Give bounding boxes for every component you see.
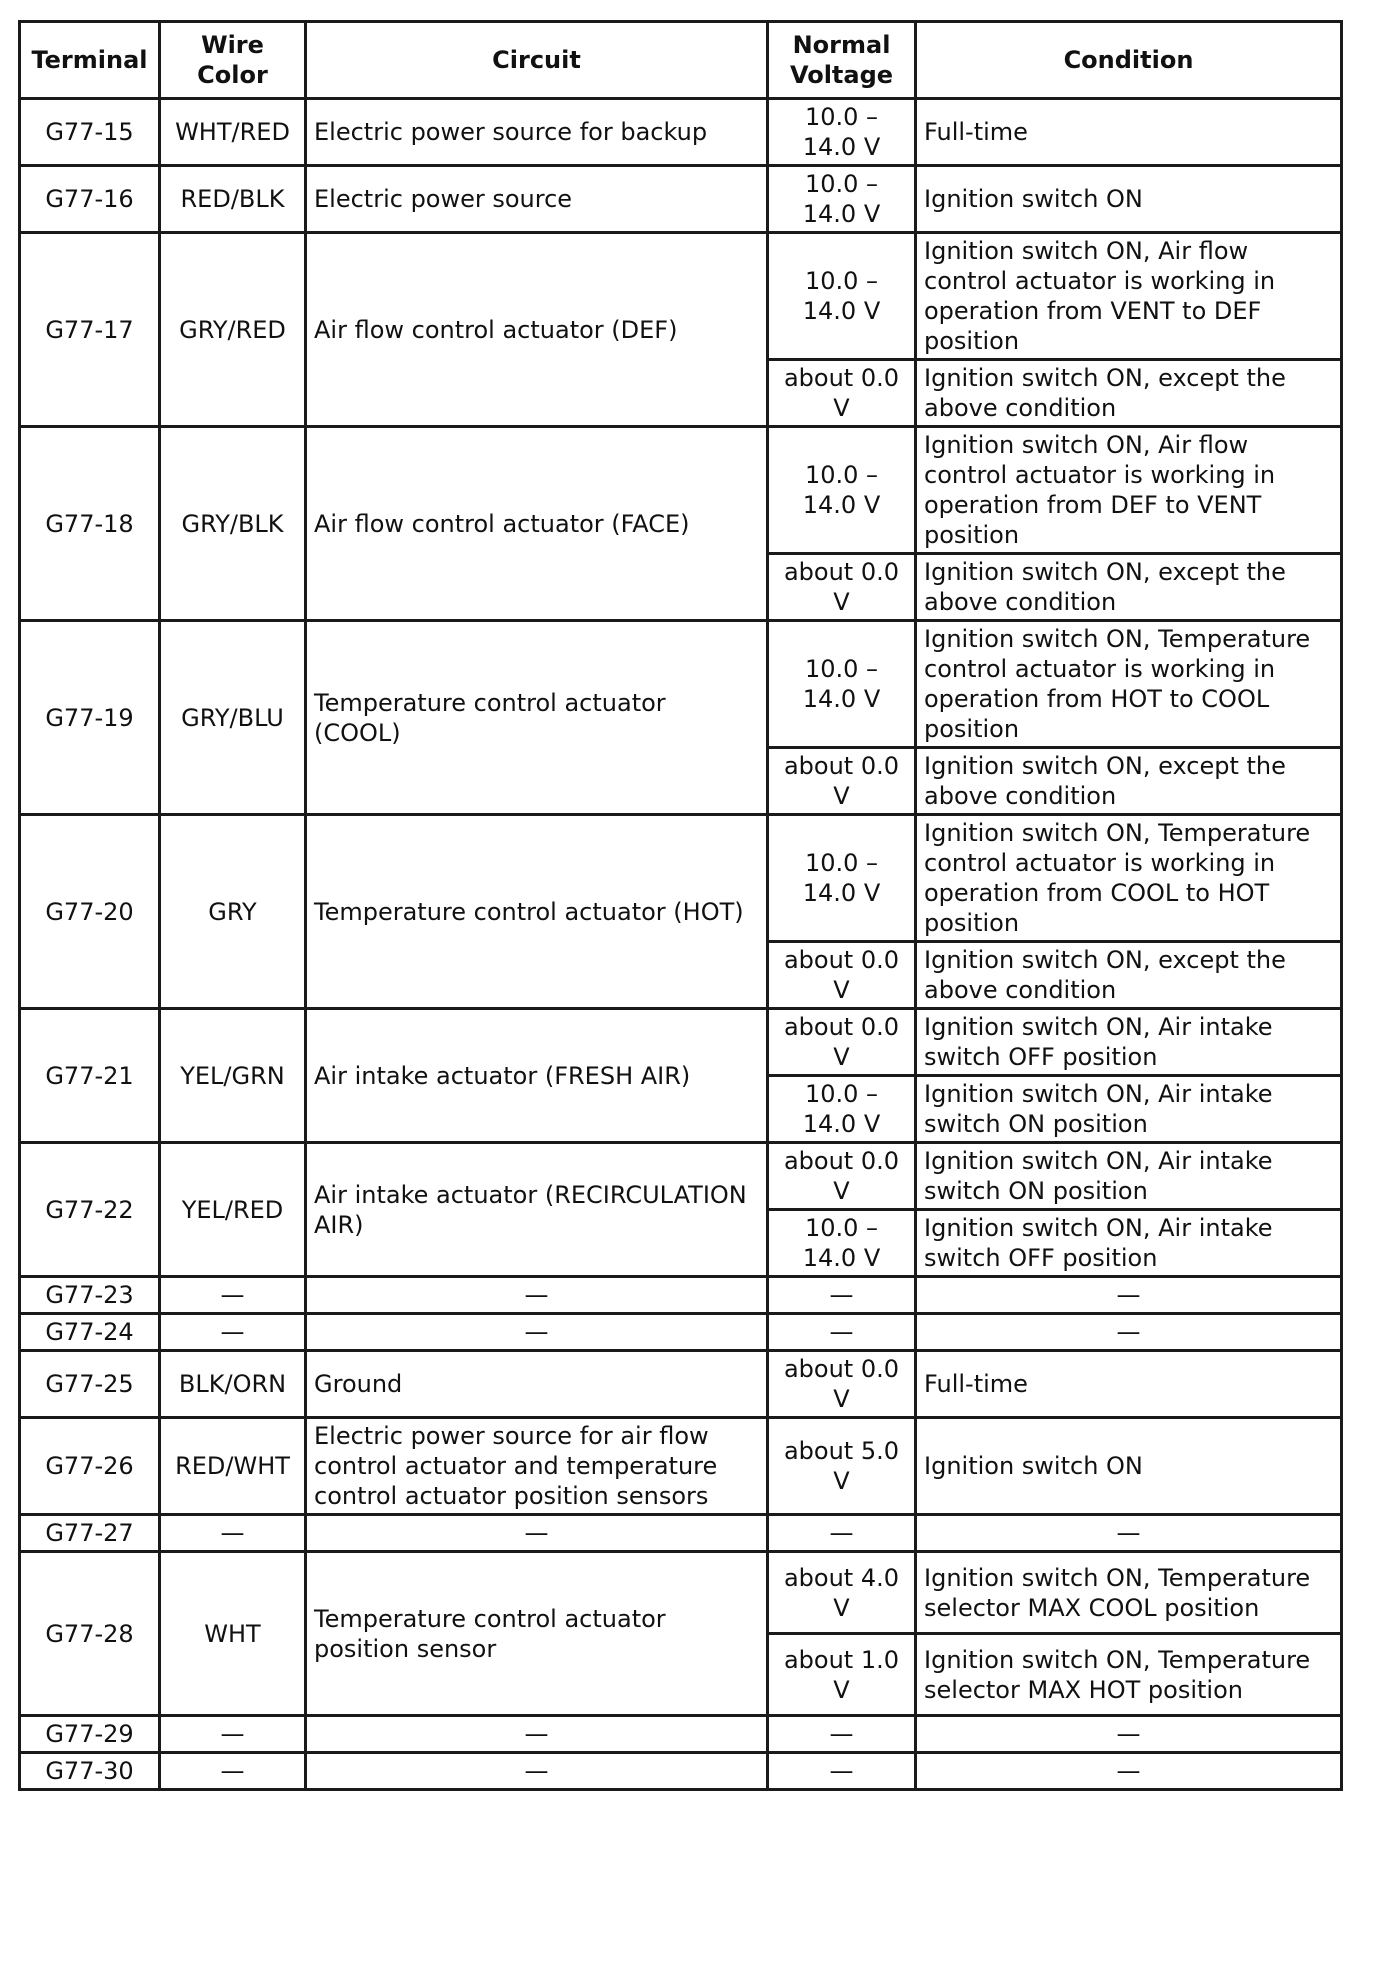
normal-voltage-cell: about 0.0 V [768, 1143, 916, 1210]
terminal-cell: G77-23 [20, 1277, 160, 1314]
terminal-cell: G77-26 [20, 1418, 160, 1515]
condition-cell: — [916, 1716, 1342, 1753]
terminal-cell: G77-22 [20, 1143, 160, 1277]
condition-cell: Ignition switch ON, Air intake switch OFF position [916, 1210, 1342, 1277]
normal-voltage-cell: about 0.0 V [768, 942, 916, 1009]
condition-cell: Ignition switch ON, Air flow control actuator is working in operation from DEF to VENT position [916, 427, 1342, 554]
circuit-cell: — [306, 1753, 768, 1790]
wire-color-cell: — [160, 1314, 306, 1351]
table-row [20, 1515, 1342, 1552]
wire-color-cell: WHT/RED [160, 99, 306, 166]
normal-voltage-cell: 10.0 – 14.0 V [768, 621, 916, 748]
circuit-cell: Air flow control actuator (DEF) [306, 233, 768, 427]
wire-color-cell: — [160, 1515, 306, 1552]
header-wire-color: Wire Color [160, 22, 306, 99]
normal-voltage-cell: about 0.0 V [768, 360, 916, 427]
terminal-cell: G77-18 [20, 427, 160, 621]
normal-voltage-cell: about 4.0 V [768, 1552, 916, 1634]
condition-cell: — [916, 1753, 1342, 1790]
normal-voltage-cell: about 0.0 V [768, 554, 916, 621]
wire-color-cell: GRY/BLU [160, 621, 306, 815]
normal-voltage-cell: 10.0 – 14.0 V [768, 427, 916, 554]
circuit-cell: Electric power source for backup [306, 99, 768, 166]
terminal-cell: G77-25 [20, 1351, 160, 1418]
circuit-cell: — [306, 1515, 768, 1552]
terminal-cell: G77-19 [20, 621, 160, 815]
wire-color-cell: RED/BLK [160, 166, 306, 233]
condition-cell: Ignition switch ON, Air intake switch OFF position [916, 1009, 1342, 1076]
normal-voltage-cell: about 5.0 V [768, 1418, 916, 1515]
terminal-cell: G77-16 [20, 166, 160, 233]
circuit-cell: Temperature control actuator (COOL) [306, 621, 768, 815]
wire-color-cell: YEL/GRN [160, 1009, 306, 1143]
normal-voltage-cell: 10.0 – 14.0 V [768, 99, 916, 166]
condition-cell: Ignition switch ON, Air intake switch ON position [916, 1143, 1342, 1210]
normal-voltage-cell: 10.0 – 14.0 V [768, 233, 916, 360]
condition-cell: Full-time [916, 1351, 1342, 1418]
condition-cell: Ignition switch ON, Temperature control actuator is working in operation from COOL to HOT position [916, 815, 1342, 942]
normal-voltage-cell: 10.0 – 14.0 V [768, 166, 916, 233]
terminal-cell: G77-27 [20, 1515, 160, 1552]
wire-color-cell: — [160, 1716, 306, 1753]
normal-voltage-cell: 10.0 – 14.0 V [768, 1210, 916, 1277]
table-row [20, 1552, 1342, 1634]
condition-cell: Ignition switch ON, except the above condition [916, 554, 1342, 621]
normal-voltage-cell: 10.0 – 14.0 V [768, 1076, 916, 1143]
normal-voltage-cell: about 0.0 V [768, 1351, 916, 1418]
condition-cell: — [916, 1515, 1342, 1552]
condition-cell: Ignition switch ON [916, 166, 1342, 233]
table-row [20, 1351, 1342, 1418]
circuit-cell: Air intake actuator (FRESH AIR) [306, 1009, 768, 1143]
condition-cell: Ignition switch ON, Temperature selector MAX HOT position [916, 1634, 1342, 1716]
normal-voltage-cell: — [768, 1277, 916, 1314]
header-condition: Condition [916, 22, 1342, 99]
header-terminal: Terminal [20, 22, 160, 99]
normal-voltage-cell: 10.0 – 14.0 V [768, 815, 916, 942]
table-body [20, 99, 1342, 1790]
condition-cell: Ignition switch ON [916, 1418, 1342, 1515]
wire-color-cell: RED/WHT [160, 1418, 306, 1515]
table-row [20, 1314, 1342, 1351]
normal-voltage-cell: — [768, 1314, 916, 1351]
terminal-cell: G77-28 [20, 1552, 160, 1716]
wire-color-cell: WHT [160, 1552, 306, 1716]
condition-cell: Ignition switch ON, Air flow control actuator is working in operation from VENT to DEF position [916, 233, 1342, 360]
table-row [20, 1277, 1342, 1314]
table-row [20, 99, 1342, 166]
terminal-cell: G77-29 [20, 1716, 160, 1753]
terminal-cell: G77-17 [20, 233, 160, 427]
table-row [20, 1716, 1342, 1753]
terminal-cell: G77-15 [20, 99, 160, 166]
condition-cell: — [916, 1314, 1342, 1351]
table-row [20, 815, 1342, 942]
terminal-spec-table [18, 20, 1343, 1791]
circuit-cell: Air intake actuator (RECIRCULATION AIR) [306, 1143, 768, 1277]
wire-color-cell: YEL/RED [160, 1143, 306, 1277]
wire-color-cell: — [160, 1753, 306, 1790]
normal-voltage-cell: about 1.0 V [768, 1634, 916, 1716]
wire-color-cell: GRY [160, 815, 306, 1009]
terminal-cell: G77-20 [20, 815, 160, 1009]
terminal-cell: G77-30 [20, 1753, 160, 1790]
header-circuit: Circuit [306, 22, 768, 99]
condition-cell: Full-time [916, 99, 1342, 166]
normal-voltage-cell: — [768, 1515, 916, 1552]
circuit-cell: — [306, 1716, 768, 1753]
condition-cell: Ignition switch ON, except the above condition [916, 942, 1342, 1009]
wire-color-cell: BLK/ORN [160, 1351, 306, 1418]
normal-voltage-cell: — [768, 1753, 916, 1790]
terminal-cell: G77-21 [20, 1009, 160, 1143]
terminal-spec-table-wrapper [18, 20, 1340, 1791]
wire-color-cell: GRY/BLK [160, 427, 306, 621]
circuit-cell: — [306, 1314, 768, 1351]
normal-voltage-cell: — [768, 1716, 916, 1753]
header-row [20, 22, 1342, 99]
terminal-cell: G77-24 [20, 1314, 160, 1351]
condition-cell: Ignition switch ON, Temperature control actuator is working in operation from HOT to COOL position [916, 621, 1342, 748]
table-row [20, 1143, 1342, 1210]
table-row [20, 1753, 1342, 1790]
table-row [20, 166, 1342, 233]
circuit-cell: Temperature control actuator position sensor [306, 1552, 768, 1716]
circuit-cell: Electric power source [306, 166, 768, 233]
table-row [20, 427, 1342, 554]
circuit-cell: Ground [306, 1351, 768, 1418]
condition-cell: Ignition switch ON, except the above condition [916, 748, 1342, 815]
table-row [20, 621, 1342, 748]
circuit-cell: — [306, 1277, 768, 1314]
condition-cell: Ignition switch ON, Temperature selector MAX COOL position [916, 1552, 1342, 1634]
normal-voltage-cell: about 0.0 V [768, 748, 916, 815]
normal-voltage-cell: about 0.0 V [768, 1009, 916, 1076]
header-normal-voltage: Normal Voltage [768, 22, 916, 99]
condition-cell: Ignition switch ON, except the above condition [916, 360, 1342, 427]
circuit-cell: Electric power source for air flow control actuator and temperature control actuator position sensors [306, 1418, 768, 1515]
table-row [20, 1418, 1342, 1515]
circuit-cell: Temperature control actuator (HOT) [306, 815, 768, 1009]
table-row [20, 1009, 1342, 1076]
wire-color-cell: GRY/RED [160, 233, 306, 427]
condition-cell: Ignition switch ON, Air intake switch ON position [916, 1076, 1342, 1143]
wire-color-cell: — [160, 1277, 306, 1314]
condition-cell: — [916, 1277, 1342, 1314]
circuit-cell: Air flow control actuator (FACE) [306, 427, 768, 621]
table-row [20, 233, 1342, 360]
